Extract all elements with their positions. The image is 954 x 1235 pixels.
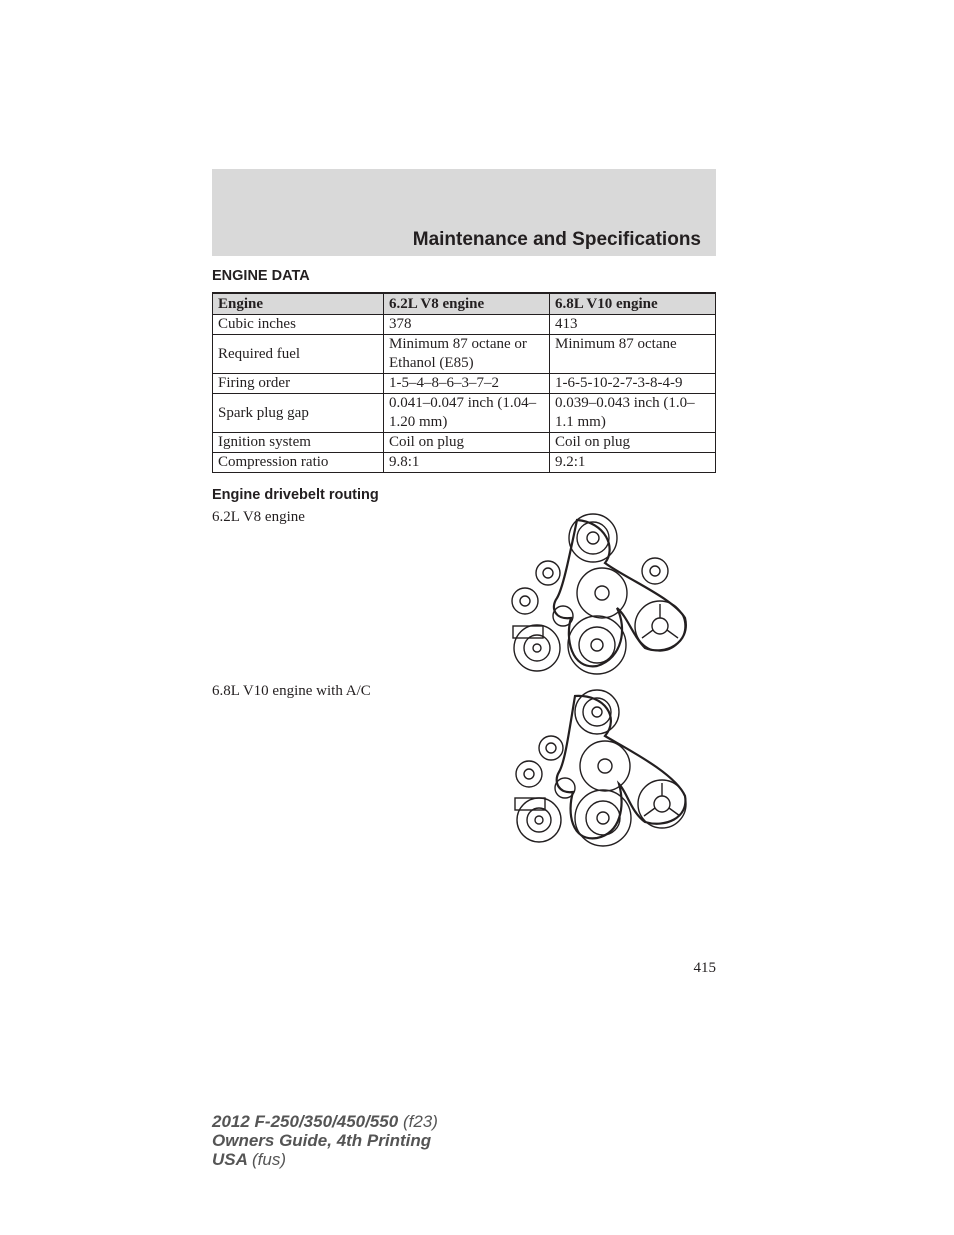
- table-row: [213, 394, 716, 433]
- table-row: [213, 453, 716, 473]
- table-row: [213, 335, 716, 374]
- engine-data-table: [212, 292, 716, 473]
- column-header: Engine: [213, 293, 384, 315]
- footer-model-code: (f23): [402, 1112, 438, 1131]
- table-cell: 9.2:1: [550, 453, 716, 473]
- table-header-row: [213, 293, 716, 315]
- page-title: Maintenance and Specifications: [412, 229, 701, 250]
- table-cell: Ignition system: [213, 433, 384, 453]
- table-cell: Minimum 87 octane or Ethanol (E85): [384, 335, 550, 374]
- footer-line: Owners Guide, 4th Printing: [212, 1131, 432, 1150]
- table-cell: Minimum 87 octane: [550, 335, 716, 374]
- drivebelt-diagram-v10: [505, 688, 690, 848]
- footer-line: [212, 1112, 438, 1131]
- drivebelt-diagram-v8: [505, 508, 690, 676]
- table-cell: Coil on plug: [384, 433, 550, 453]
- table-cell: 378: [384, 315, 550, 335]
- table-cell: Compression ratio: [213, 453, 384, 473]
- table-cell: Firing order: [213, 374, 384, 394]
- footer-market-code: (fus): [252, 1150, 286, 1169]
- table-cell: Spark plug gap: [213, 394, 384, 433]
- table-cell: 9.8:1: [384, 453, 550, 473]
- table-cell: Coil on plug: [550, 433, 716, 453]
- page-number: 415: [693, 960, 716, 976]
- table-cell: 413: [550, 315, 716, 335]
- table-cell: 1-6-5-10-2-7-3-8-4-9: [550, 374, 716, 394]
- footer: [212, 1112, 438, 1169]
- diagram-caption: 6.2L V8 engine: [212, 509, 305, 525]
- table-row: [213, 374, 716, 394]
- footer-market: USA: [212, 1150, 248, 1169]
- table-cell: Required fuel: [213, 335, 384, 374]
- subsection-title: Engine drivebelt routing: [212, 487, 379, 503]
- section-title: ENGINE DATA: [212, 268, 310, 284]
- table-row: [213, 433, 716, 453]
- header-band: [212, 169, 716, 256]
- diagram-caption: 6.8L V10 engine with A/C: [212, 683, 371, 699]
- column-header: 6.8L V10 engine: [550, 293, 716, 315]
- table-cell: 1-5–4–8–6–3–7–2: [384, 374, 550, 394]
- column-header: 6.2L V8 engine: [384, 293, 550, 315]
- table-cell: 0.041–0.047 inch (1.04–1.20 mm): [384, 394, 550, 433]
- footer-line: [212, 1150, 438, 1169]
- table-cell: 0.039–0.043 inch (1.0–1.1 mm): [550, 394, 716, 433]
- table-cell: Cubic inches: [213, 315, 384, 335]
- footer-model: 2012 F-250/350/450/550: [212, 1112, 399, 1131]
- table-row: [213, 315, 716, 335]
